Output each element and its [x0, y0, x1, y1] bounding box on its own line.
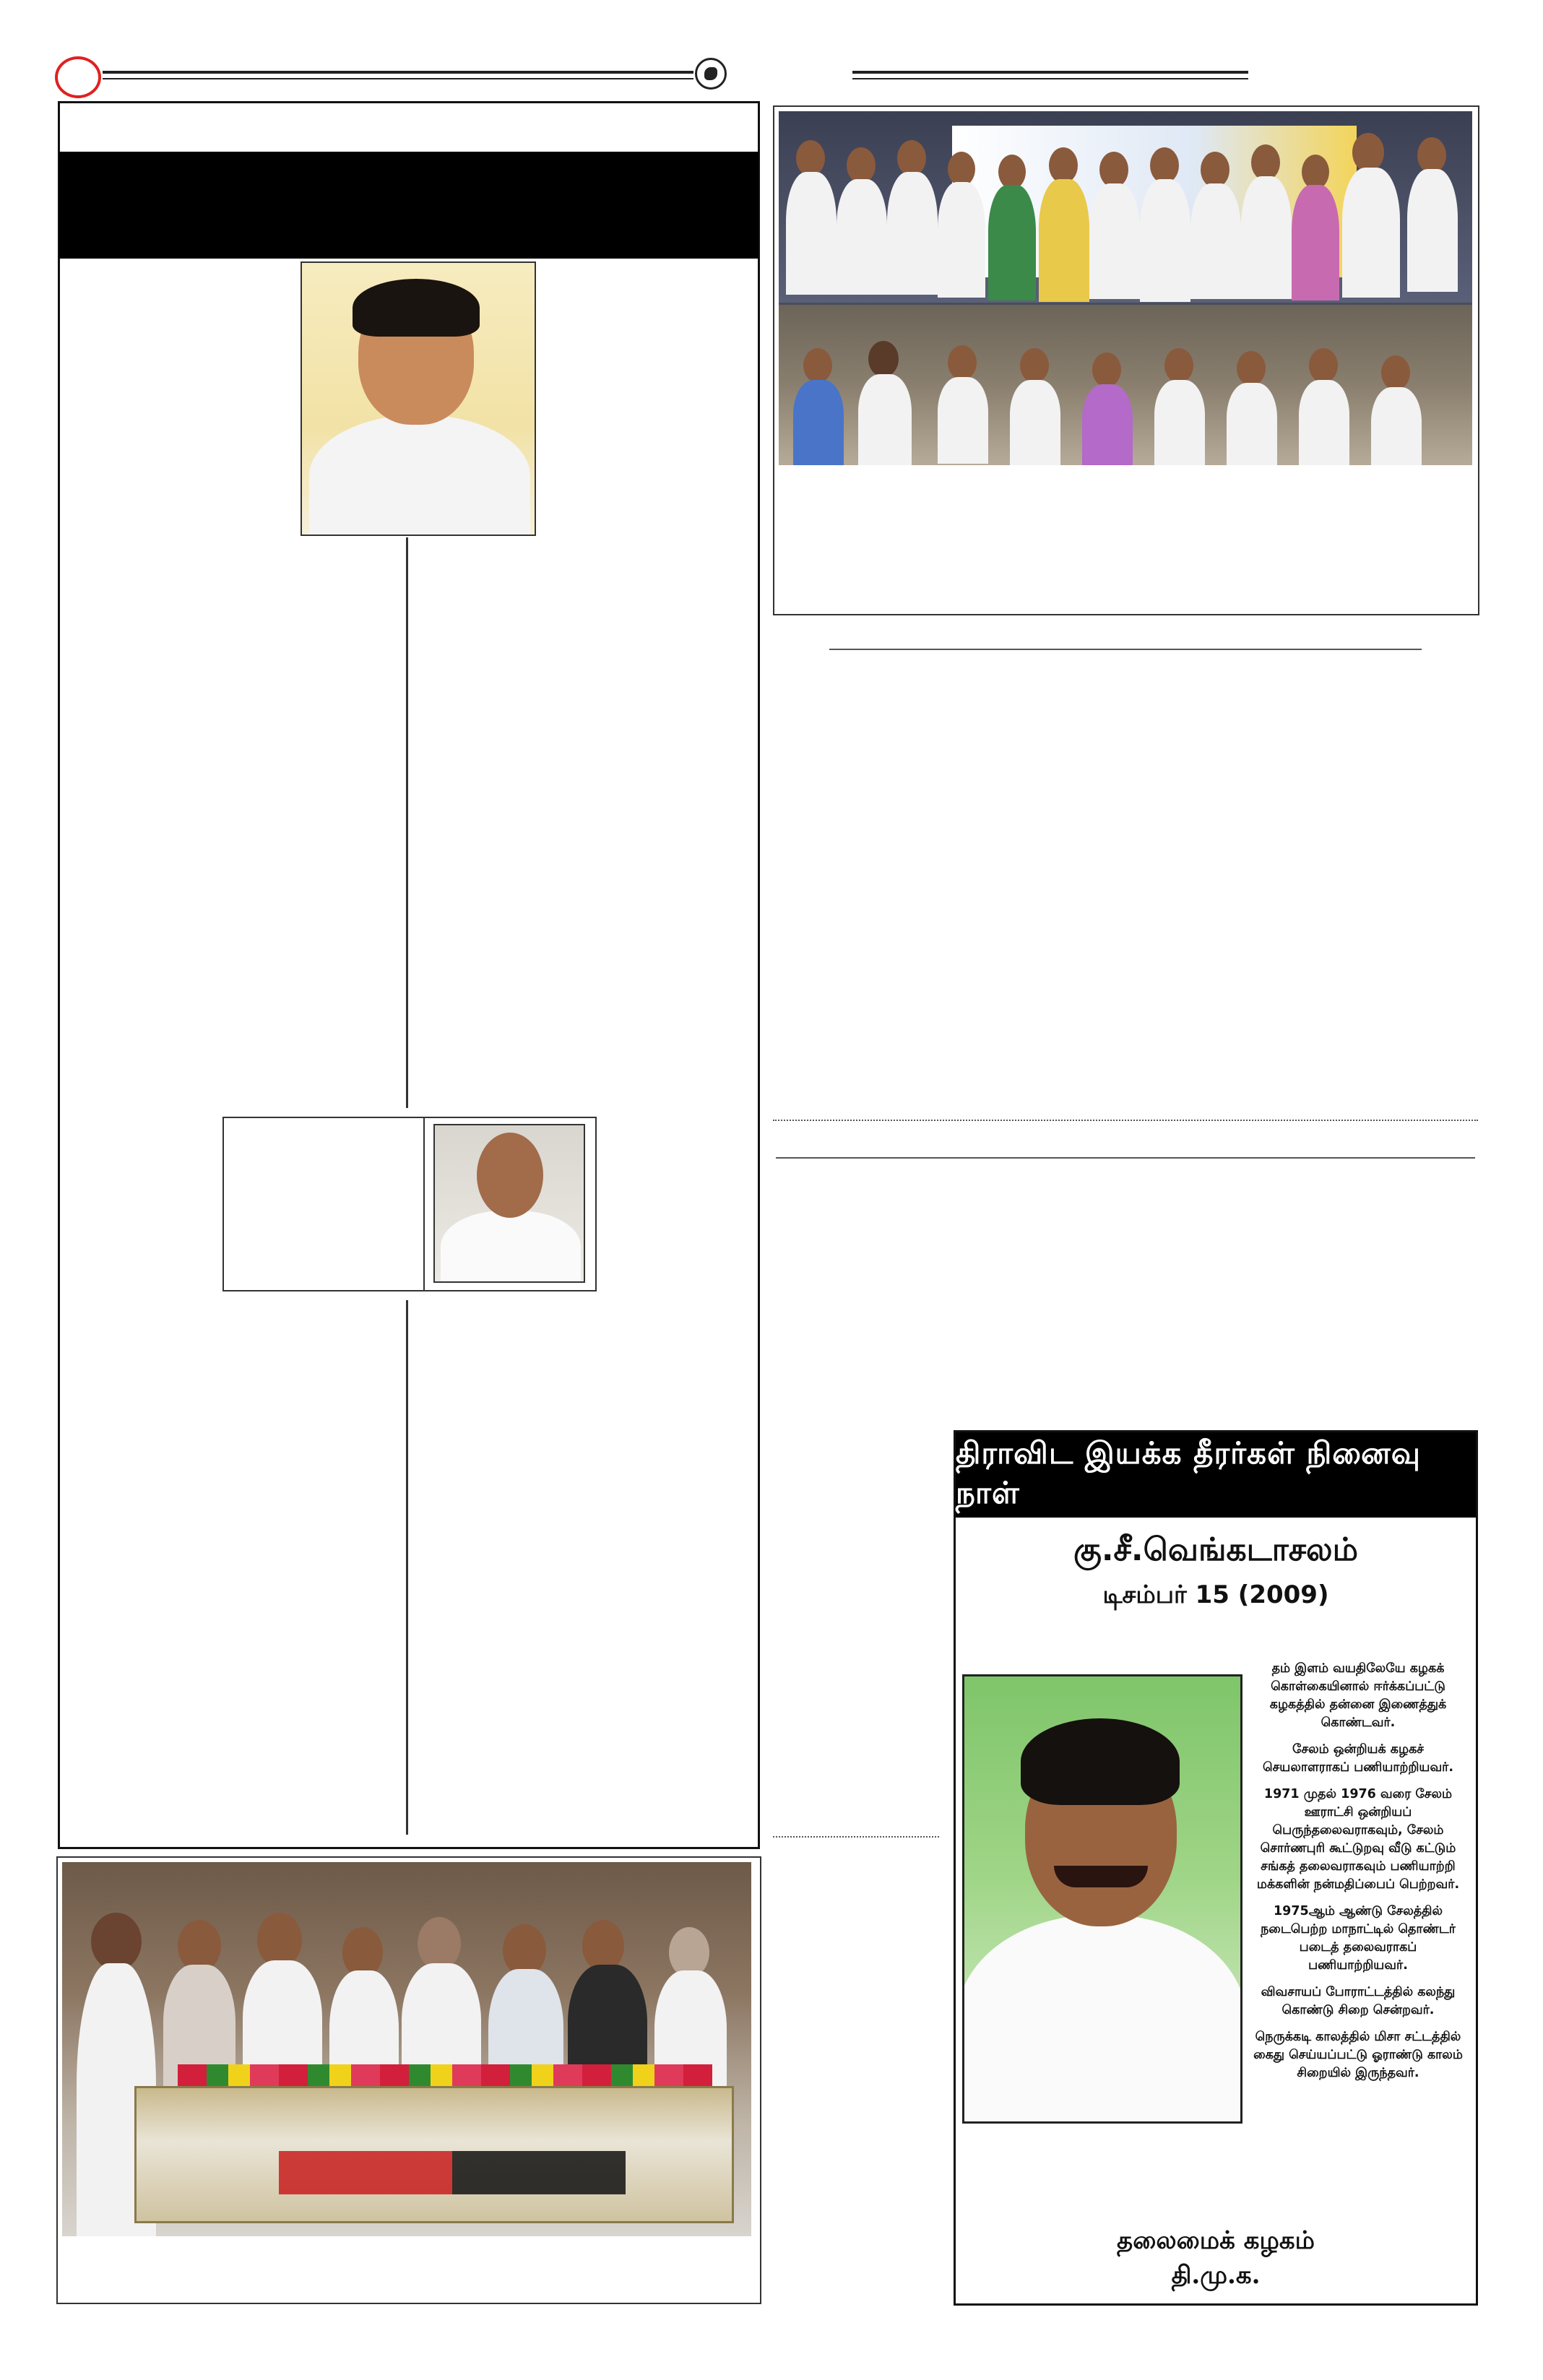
- masthead-rule-right: [852, 71, 1248, 79]
- column-divider-upper: [406, 537, 408, 1108]
- bio-paragraph: 1975ஆம் ஆண்டு சேலத்தில் நடைபெற்ற மாநாட்டில் தொண்டர் படைத் தலைவராகப் பணியாற்றியவர்.: [1261, 1904, 1456, 1973]
- portrait-shirt: [309, 415, 530, 536]
- event-stage-photo: [779, 111, 1472, 465]
- article-headline-band: [59, 152, 758, 259]
- rising-sun-icon: [695, 58, 727, 90]
- leader-portrait-photo: [301, 261, 536, 536]
- bio-paragraph: சேலம் ஒன்றியக் கழகச் செயலாளராகப் பணியாற்றியவர்.: [1263, 1742, 1453, 1775]
- column-divider-lower: [406, 1300, 408, 1835]
- memorial-footer-party: தி.மு.க.: [1171, 2261, 1261, 2290]
- portrait-hair: [1021, 1718, 1180, 1805]
- bio-paragraph: 1971 முதல் 1976 வரை சேலம் ஊராட்சி ஒன்றியப் பெருந்தலைவராகவும், சேலம் சொர்ணபுரி கூட்டுறவு வீடு கட்டும் சங்கத் தலைவராகவும் பணியாற்றி மக்களின் நன்மதிப்பைப் பெற்றவர்.: [1256, 1787, 1460, 1892]
- bio-paragraph: தம் இளம் வயதிலேயே கழகக் கொள்கையினால் ஈர்க்கப்பட்டு கழகத்தில் தன்னை இணைத்துக் கொண்டவர்.: [1269, 1661, 1447, 1730]
- portrait-mustache: [1054, 1866, 1148, 1887]
- dotted-separator: [773, 1120, 1478, 1121]
- party-flag: [279, 2151, 626, 2194]
- section-rule: [829, 649, 1422, 650]
- memorial-footer-org: தலைமைக் கழகம்: [1117, 2226, 1315, 2255]
- memorial-date: டிசம்பர் 15 (2009): [1102, 1580, 1329, 1609]
- bio-paragraph: நெருக்கடி காலத்தில் மிசா சட்டத்தில் கைது செய்யப்பட்டு ஓராண்டு காலம் சிறையில் இருந்தவர்.: [1253, 2030, 1463, 2080]
- memorial-portrait-photo: [962, 1674, 1242, 2124]
- dotted-separator: [773, 1836, 939, 1838]
- inset-divider: [423, 1118, 425, 1290]
- elder-portrait-photo: [433, 1124, 585, 1283]
- masthead-rule-left: [103, 71, 693, 79]
- memorial-name: கு.சீ.வெங்கடாசலம்: [1073, 1531, 1358, 1568]
- portrait-hair: [353, 279, 480, 337]
- bio-paragraph: விவசாயப் போராட்டத்தில் கலந்து கொண்டு சிறை சென்றவர்.: [1261, 1985, 1456, 2017]
- audience-area: [779, 305, 1472, 465]
- portrait-shirt: [962, 1915, 1242, 2124]
- memorial-header: திராவிட இயக்க தீரர்கள் நினைவு நாள்: [956, 1432, 1476, 1518]
- portrait-face: [477, 1133, 543, 1218]
- tribute-photo: [62, 1862, 751, 2236]
- stage-area: [779, 111, 1472, 303]
- memorial-biography: [1250, 1660, 1466, 2091]
- masthead-circle-icon: [55, 56, 101, 98]
- portrait-shirt: [441, 1211, 581, 1283]
- section-rule: [776, 1157, 1475, 1159]
- mourners-group: [62, 1891, 751, 2035]
